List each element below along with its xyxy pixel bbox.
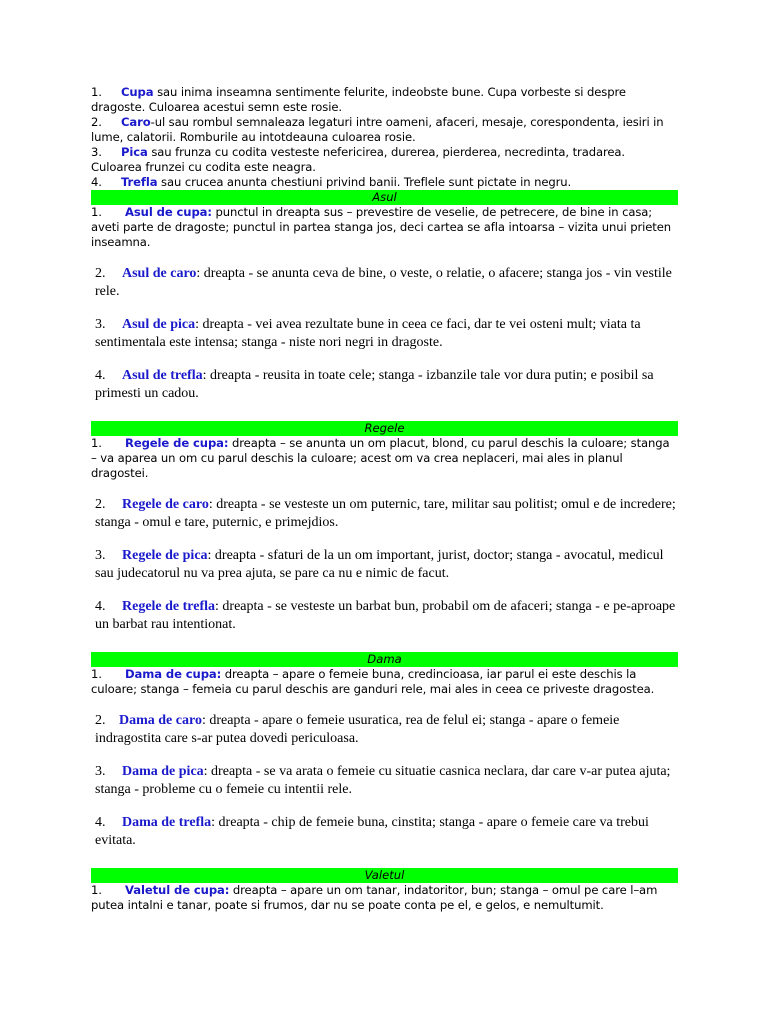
- card-name: Dama de trefla: [122, 815, 212, 830]
- card-entry: 2. Regele de caro: dreapta - se vesteste un om puternic, tare, militar sau politist; omul e de incredere; stanga - omul e tare, puternic, e primejdios.: [95, 497, 676, 530]
- section-header-regele: Regele: [91, 421, 678, 436]
- suit-name: Pica: [121, 145, 148, 159]
- intro-item: 1. Cupa sau inima inseamna sentimente felurite, indeobste bune. Cupa vorbeste si despre dragoste. Culoarea acestui semn este rosie.: [91, 85, 626, 114]
- document: [91, 85, 678, 913]
- card-entry: 3. Regele de pica: dreapta - sfaturi de la un om important, jurist, doctor; stanga - avocatul, medicul sau judecatorul nu va prea ajuta, se pare ca nu e nimic de facut.: [95, 548, 664, 581]
- card-entry: 4. Dama de trefla: dreapta - chip de femeie buna, cinstita; stanga - apare o femeie care va trebui evitata.: [95, 815, 649, 848]
- intro-item: 3. Pica sau frunza cu codita vesteste nefericirea, durerea, pierderea, necredinta, tradarea. Culoarea frunzei cu codita este neagra.: [91, 145, 625, 174]
- card-entry: 1. Dama de cupa: dreapta – apare o femeie buna, credincioasa, iar parul ei este deschis la culoare; stanga – femeia cu parul deschis are ganduri rele, mai ales in ceea ce priveste dragostea.: [91, 667, 655, 696]
- card-name: Regele de pica: [122, 548, 208, 563]
- card-entry: 2. Asul de caro: dreapta - se anunta ceva de bine, o veste, o relatie, o afacere; stanga jos - vin vestile rele.: [95, 266, 672, 299]
- card-name: Valetul de cupa:: [125, 883, 230, 897]
- card-name: Dama de cupa:: [125, 667, 222, 681]
- card-name: Asul de caro: [122, 266, 197, 281]
- card-name: Regele de trefla: [122, 599, 216, 614]
- card-entry: 1. Valetul de cupa: dreapta – apare un om tanar, indatoritor, bun; stanga – omul pe care l–am putea intalni e tanar, poate si frumos, dar nu se poate conta pe el, e gelos, e nemultumit.: [91, 883, 658, 912]
- suit-intro-list: [91, 85, 678, 190]
- card-name: Dama de pica: [122, 764, 204, 779]
- card-name: Dama de caro: [119, 713, 202, 728]
- card-name: Asul de cupa:: [125, 205, 212, 219]
- intro-item: 4. Trefla sau crucea anunta chestiuni privind banii. Treflele sunt pictate in negru.: [91, 175, 572, 189]
- card-entry: 4. Asul de trefla: dreapta - reusita in toate cele; stanga - izbanzile tale vor dura putin; e posibil sa primesti un cadou.: [95, 368, 654, 401]
- section-header-dama: Dama: [91, 652, 678, 667]
- card-entry: 1. Asul de cupa: punctul in dreapta sus – prevestire de veselie, de petrecere, de bine in casa; aveti parte de dragoste; punctul in partea stanga jos, deci cartea se afla intoarsa – vizita unui prieten inseamna.: [91, 205, 672, 249]
- section-header-valetul: Valetul: [91, 868, 678, 883]
- suit-name: Cupa: [121, 85, 154, 99]
- card-entry: 1. Regele de cupa: dreapta – se anunta un om placut, blond, cu parul deschis la culoare; stanga – va aparea un om cu parul deschis la culoare; acest om va crea neplaceri, mai ales in planul dragostei.: [91, 436, 670, 480]
- card-name: Asul de pica: [122, 317, 196, 332]
- card-name: Asul de trefla: [122, 368, 203, 383]
- card-entry: 3. Dama de pica: dreapta - se va arata o femeie cu situatie casnica neclara, dar care v-ar putea ajuta; stanga - probleme cu o femeie cu intentii rele.: [95, 764, 671, 797]
- intro-item: 2. Caro-ul sau rombul semnaleaza legaturi intre oameni, afaceri, mesaje, corespondenta, iesiri in lume, calatorii. Romburile au intotdeauna culoarea rosie.: [91, 115, 664, 144]
- suit-name: Caro: [121, 115, 151, 129]
- card-name: Regele de caro: [122, 497, 209, 512]
- card-entry: 3. Asul de pica: dreapta - vei avea rezultate bune in ceea ce faci, dar te vei osteni mult; viata ta sentimentala este intensa; stanga - niste nori negri in dragoste.: [95, 317, 641, 350]
- card-entry: 2. Dama de caro: dreapta - apare o femeie usuratica, rea de felul ei; stanga - apare o femeie indragostita care s-ar putea dovedi periculoasa.: [95, 713, 620, 746]
- section-header-asul: Asul: [91, 190, 678, 205]
- card-name: Regele de cupa:: [125, 436, 229, 450]
- suit-name: Trefla: [121, 175, 158, 189]
- card-entry: 4. Regele de trefla: dreapta - se vesteste un barbat bun, probabil om de afaceri; stanga - e pe-aproape un barbat rau intentionat.: [95, 599, 676, 632]
